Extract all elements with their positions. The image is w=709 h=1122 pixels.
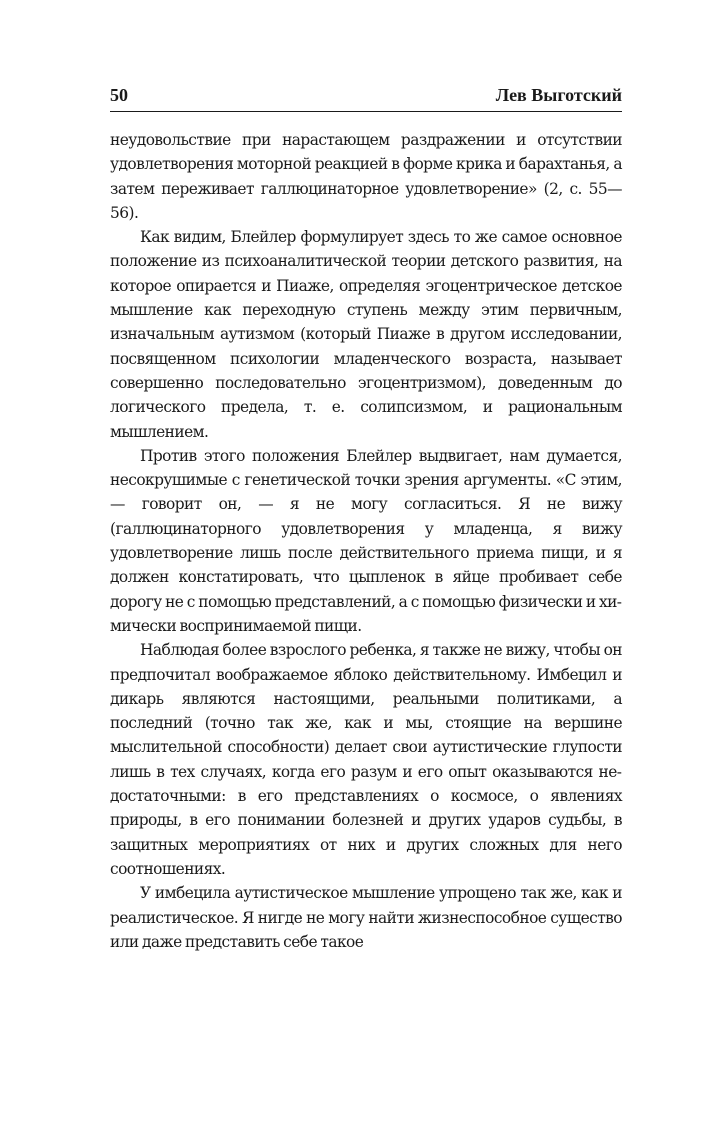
page-number: 50 <box>110 85 128 105</box>
body-text <box>110 128 622 954</box>
running-title: Лев Выготский <box>495 85 622 105</box>
paragraph: Как видим, Блейлер формулирует здесь то же самое основное положение из психоаналитической теории детского развития, на которое опирается и Пиаже, определяя эгоцентрическое детское мышление как переходную ступень между этим первичным, изначальным аутизмом (который Пиаже в другом исследовании, посвященном психологии младенческого возраста, называет совершенно последовательно эгоцентризмом), доведенным до логического предела, т. е. солипсизмом, и рациональным мышлением. <box>110 228 622 441</box>
paragraph: Наблюдая более взрослого ребенка, я также не вижу, чтобы он предпочитал воображаемое яблоко действительному. Имбецил и дикарь являются настоящими, реальными политиками, а последний (точно так же, как и мы, стоящие на вершине мыслительной способности) делает свои аутистические глупости лишь в тех случаях, когда его разум и его опыт оказываются недостаточными: в его представлениях о космосе, о явлениях природы, в его понимании болезней и других ударов судьбы, в защитных мероприятиях от них и других сложных для него соотношениях. <box>110 641 622 878</box>
book-page <box>110 84 622 954</box>
paragraph: неудовольствие при нарастающем раздражении и отсутствии удовлетворения моторной реакцией в форме крика и барахтанья, а затем переживает галлюцинаторное удовлетворение» (2, с. 55—56). <box>110 131 622 222</box>
paragraph: Против этого положения Блейлер выдвигает, нам думается, несокрушимые с генетической точки зрения аргументы. «С этим, — говорит он, — я не могу согласиться. Я не вижу (галлюцинаторного удовлетворения у младенца, я вижу удовлетворение лишь после действительного приема пищи, и я должен констатировать, что цыпленок в яйце пробивает себе дорогу не с помощью представлений, а с помощью физически и химически воспринимаемой пищи. <box>110 446 622 635</box>
paragraph: У имбецила аутистическое мышление упрощено так же, как и реалистическое. Я нигде не могу найти жизнеспособное существо или даже представить себе такое <box>110 884 622 951</box>
running-head <box>110 84 622 112</box>
